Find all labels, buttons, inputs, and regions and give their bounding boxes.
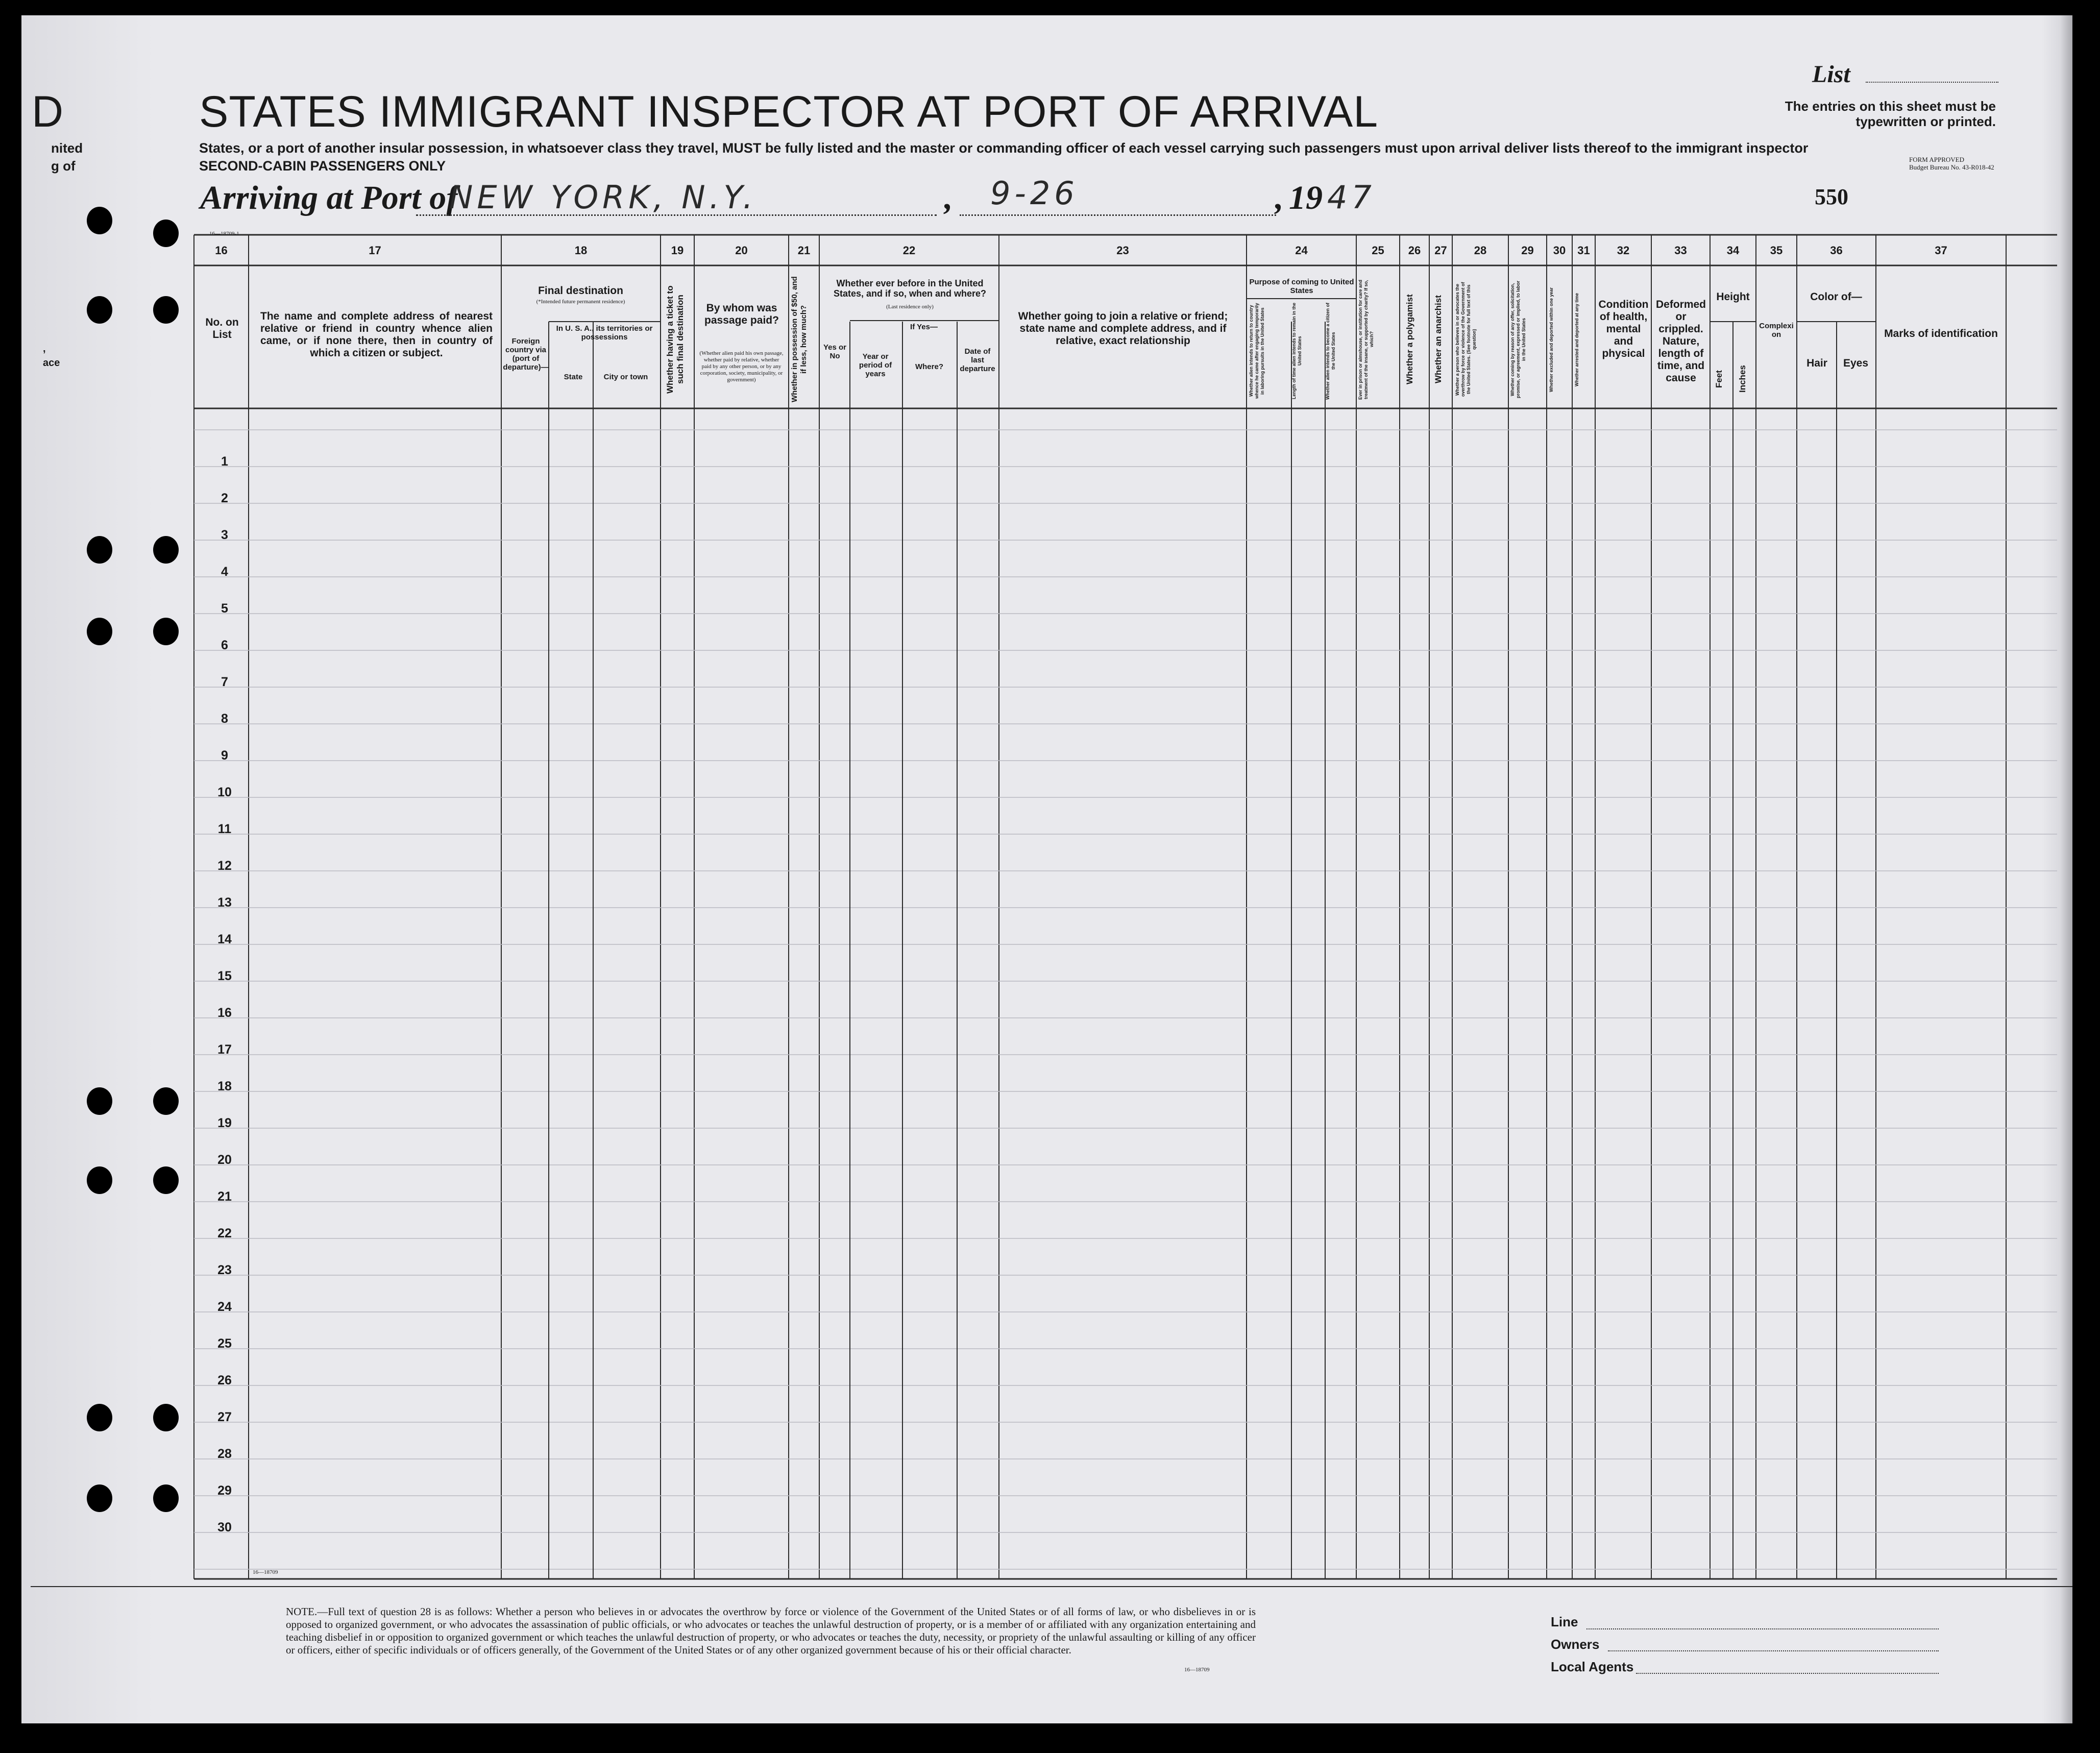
header-ever-before-note: (Last residence only) (886, 304, 934, 310)
left-fragment-1: nited (51, 140, 83, 156)
header-eyes: Eyes (1843, 357, 1869, 369)
left-fragment-letter: D (32, 87, 64, 136)
colnum-16: 16 (215, 244, 228, 257)
row-number: 28 (217, 1447, 232, 1461)
local-agents-label: Local Agents (1551, 1659, 1634, 1674)
punch-hole (153, 1087, 179, 1115)
row-number: 6 (221, 638, 228, 652)
header-overthrow: Whether a person who believes in or advocates the overthrow by force or violence of the Government of the United States. (See footnote for full text of this question) (1455, 282, 1477, 397)
arriving-label: Arriving at Port of (200, 179, 458, 216)
header-intends-return: Whether alien intends to return to country whence he came after engaging temporarily in laboring pursuits in the United States (1249, 303, 1265, 399)
row-number: 21 (217, 1189, 232, 1204)
header-deformed: Deformed or crippled. Nature, length of time, and cause (1655, 299, 1706, 384)
year-printed: 19 (1289, 179, 1323, 216)
row-number: 29 (217, 1483, 232, 1498)
header-ticket: Whether having a ticket to such final destination (665, 285, 685, 394)
row-number: 5 (221, 601, 228, 616)
colnum-18: 18 (574, 244, 588, 257)
colnum-29: 29 (1521, 244, 1534, 257)
punch-hole (87, 1087, 112, 1115)
row-number: 16 (217, 1006, 232, 1020)
header-purpose: Purpose of coming to United States (1249, 278, 1354, 295)
bottom-form-code: 16—18709 (253, 1569, 278, 1575)
header-condition-health: Condition of health, mental and physical (1598, 299, 1649, 359)
punch-hole (153, 536, 179, 564)
form-approved-label: FORM APPROVED (1909, 156, 1965, 163)
header-ever-before-us: Whether ever before in the United States, and if so, when and where? (833, 278, 987, 299)
punch-hole (153, 220, 179, 247)
header-foreign-country: Foreign country via (port of departure)— (503, 337, 549, 372)
colnum-23: 23 (1116, 244, 1129, 257)
row-number: 30 (217, 1520, 232, 1535)
punch-hole (153, 1166, 179, 1194)
header-where: Where? (915, 362, 943, 371)
colnum-33: 33 (1674, 244, 1687, 257)
row-number: 20 (217, 1153, 232, 1167)
header-feet: Feet (1714, 370, 1724, 388)
row-number: 14 (217, 932, 232, 946)
row-number: 10 (217, 785, 232, 799)
header-city-or-town: City or town (603, 373, 648, 381)
row-number: 12 (217, 859, 232, 873)
row-number: 22 (217, 1226, 232, 1240)
colnum-20: 20 (735, 244, 748, 257)
header-if-yes: If Yes— (910, 323, 938, 331)
year-handwritten: 47 (1327, 179, 1376, 216)
colnum-17: 17 (369, 244, 381, 257)
header-complexion: Complexion (1759, 322, 1794, 339)
colnum-28: 28 (1474, 244, 1487, 257)
row-number: 17 (217, 1042, 232, 1057)
punch-hole (87, 1166, 112, 1194)
page-title: STATES IMMIGRANT INSPECTOR AT PORT OF ARRIVAL (199, 87, 1379, 136)
list-label: List (1812, 61, 1850, 88)
row-number: 19 (217, 1116, 232, 1130)
header-polygamist: Whether a polygamist (1405, 294, 1414, 385)
header-arrested: Whether arrested and deported at any time (1574, 293, 1579, 386)
row-number: 13 (217, 895, 232, 910)
line-field[interactable] (1586, 1628, 1939, 1629)
colnum-30: 30 (1553, 244, 1566, 257)
header-going-to-join: Whether going to join a relative or friend; state name and complete address, and if relative, exact relationship (1018, 310, 1228, 347)
colnum-34: 34 (1726, 244, 1740, 257)
budget-bureau-number: Budget Bureau No. 43-R018-42 (1909, 163, 1994, 171)
punch-hole (87, 618, 112, 645)
colnum-26: 26 (1408, 244, 1421, 257)
punch-hole (87, 1404, 112, 1431)
punch-hole (87, 1484, 112, 1512)
row-number: 11 (217, 822, 232, 836)
footnote-lead: NOTE. (286, 1605, 318, 1618)
header-anarchist: Whether an anarchist (1433, 295, 1443, 384)
header-final-destination-note: (*Intended future permanent residence) (536, 299, 625, 305)
entries-note: The entries on this sheet must be typewritten or printed. (1785, 99, 1996, 129)
colnum-27: 27 (1434, 244, 1447, 257)
header-length-of-time: Length of time alien intends to remain in the United States (1291, 303, 1302, 400)
footnote-code: 16—18709 (1184, 1667, 1210, 1673)
colnum-25: 25 (1372, 244, 1384, 257)
port-handwritten: NEW YORK, N.Y. (449, 179, 757, 216)
punch-hole (87, 207, 112, 234)
punch-hole (153, 618, 179, 645)
colnum-32: 32 (1617, 244, 1630, 257)
footnote-text: —Full text of question 28 is as follows: Whether a person who believes in or advocates the overthrow by force or violence of the Government of the United States or of all forms of law, or who disbelieves in or is opposed to organized government, or who advocates the assassination of public officials, or who advocates or teaches the unlawful destruction of property, or is a member of or affiliated with any organization entertaining and teaching disbelief in or opposition to organized government or which teaches the unlawful destruction of property, or who advocates or teaches the duty, necessity, or propriety of the unlawful assaulting or killing of any officer or officers, either of specific individuals or of officers generally, of the Government of the United States or of any other organized government because of his or their official character. (286, 1605, 1256, 1656)
row-number: 2 (221, 491, 228, 505)
header-fifty-dollars: Whether in possession of $50, and if less, how much? (790, 276, 808, 403)
header-passage-paid-note: (Whether alien paid his own passage, whether paid by relative, whether paid by any other person, or by any corporation, society, municipality, or government) (699, 350, 784, 383)
owners-label: Owners (1551, 1637, 1600, 1652)
header-offer-labor: Whether coming by reason of any offer, solicitation, promise, or agreement, expressed or implied, to labor in the United States (1510, 280, 1526, 399)
header-marks-identification: Marks of identification (1884, 328, 1998, 339)
header-yes-no: Yes or No (823, 343, 847, 360)
header-state: State (564, 373, 583, 381)
colnum-21: 21 (797, 244, 811, 257)
colnum-31: 31 (1577, 244, 1590, 257)
punch-hole (153, 296, 179, 324)
row-number: 4 (221, 565, 228, 579)
row-number: 9 (221, 748, 228, 763)
owners-field[interactable] (1608, 1650, 1939, 1651)
punch-hole (153, 1404, 179, 1431)
row-number: 3 (221, 528, 228, 542)
row-number: 27 (217, 1410, 232, 1424)
colnum-19: 19 (671, 244, 684, 257)
line-label: Line (1551, 1614, 1578, 1629)
header-color-of: Color of— (1810, 291, 1862, 303)
row-number: 25 (217, 1336, 232, 1351)
row-number: 7 (221, 675, 228, 689)
header-no-on-list: No. on List (205, 316, 239, 340)
row-number: 23 (217, 1263, 232, 1277)
header-nearest-relative: The name and complete address of nearest relative or friend in country whence alien came, or if none there, then in country of which a citizen or subject. (260, 310, 493, 359)
left-fragment-2: g of (51, 158, 76, 174)
row-number: 24 (217, 1300, 232, 1314)
manifest-sheet: D nited g of , ace STATES IMMIGRANT INSPECTOR AT PORT OF ARRIVAL States, or a port of another insular possession, in whatsoever class they travel, MUST be fully listed and the master or commanding officer of each vessel carrying such passengers must upon arrival deliver lists thereof to the immigrant inspector SECOND-CABIN PASSENGERS ONLY Arriving at Port of NEW YORK, N.Y. , 9-26 , 19 47 List The entries on this sheet must be typewritten or printed. FORM APPROVED Budget Bureau No. 43-R018-42 550 16—18709-1 16 17 18 19 20 21 22 23 24 25 26 27 28 29 30 31 32 33 34 35 36 37 No. on List The name and complete address of nearest relative or friend in country whence alien came, or if none there, then in country of which a citizen or subject. Final destination (*Intended future permanent residence) Foreign country via (port of departure)— In U. S. A., its territories or possessions State City or town Whether having a ticket to such final destination By whom was passage paid? (Whether alien paid his own passage, whether paid by relative, whether paid by any other person, or by any corporation, society, municipality, or government) Whether in possession of $50, and if less, how much? Whether ever before in the United States, and if so, when and where? (Last residence only) Yes or No If Yes— Year or period of years Where? Date of last departure Whether going to join a relative or friend; state name and complete address, and if relative, exact relationship Purpose of coming to United States Whether alien intends to return to country whence he came after engaging temporarily in laboring pursuits in the United States Length of time alien intends to remain in the United States Whether alien intends to become a citizen of the United States Ever in prison or almshouse, or institution for care and treatment of the insane, or supported by charity? If so, which? Whether a polygamist Whether an anarchist Whether a person who believes in or advocates the overthrow by force or violence of the Government of the United States. (See footnote for full text of this question) Whether coming by reason of any offer, solicitation, promise, or agreement, expressed or implied, to labor in the United States Whether excluded and deported within one year Whether arrested and deported at any time Condition of health, mental and physical Deformed or crippled. Nature, length of time, and cause Height Feet Inches Complexion Color of— Hair Eyes Marks of identification 1 2 3 4 5 6 7 8 9 10 11 12 13 14 15 16 17 18 19 20 21 22 23 24 25 26 27 28 29 30 16—18709 NOTE.—Full text of question 28 is as follows: Whether a person who believes in or advocates the overthrow by force or violence of the Government of the United States or of all forms of law, or who disbelieves in or is opposed to organized government, or who advocates the assassination of public officials, or who advocates or teaches the unlawful destruction of property, or is a member of or affiliated with any organization entertaining and teaching disbelief in or opposition to organized government or which teaches the unlawful destruction of property, or who advocates or teaches the duty, necessity, or propriety of the unlawful assaulting or killing of any officer or officers, either of specific individuals or of officers generally, of the Government of the United States or of any other organized government because of his or their official character. 16—18709 Line Owners Local Agents (0, 0, 2100, 1753)
colnum-36: 36 (1830, 244, 1843, 257)
row-number: 8 (221, 712, 228, 726)
header-excluded: Whether excluded and deported within one year (1549, 287, 1554, 392)
row-number: 1 (221, 454, 228, 469)
header-passage-paid: By whom was passage paid? (704, 302, 779, 326)
row-number: 18 (217, 1079, 232, 1093)
colnum-22: 22 (902, 244, 916, 257)
sheet-number: 550 (1815, 184, 1848, 209)
row-number: 26 (217, 1373, 232, 1387)
header-date-last-departure: Date of last departure (960, 347, 995, 373)
header-hair: Hair (1806, 357, 1827, 369)
subtitle-instructions: States, or a port of another insular possession, in whatsoever class they travel, MUST be fully listed and the master or commanding officer of each vessel carrying such passengers must upon arrival deliver lists thereof to the immigrant inspector (199, 140, 1809, 156)
colnum-24: 24 (1295, 244, 1308, 257)
colnum-37: 37 (1935, 244, 1947, 257)
header-inches: Inches (1738, 365, 1747, 393)
row-number: 15 (217, 969, 232, 983)
punch-hole (153, 1484, 179, 1512)
header-prison: Ever in prison or almshouse, or institution for care and treatment of the insane, or supported by charity? If so, which? (1358, 279, 1374, 400)
left-fragment-3: , (43, 343, 46, 354)
colnum-35: 35 (1770, 244, 1783, 257)
header-height: Height (1716, 291, 1750, 303)
footnote (286, 1605, 1256, 1657)
form-code: 16—18709-1 (209, 231, 239, 237)
header-final-destination: Final destination (538, 285, 623, 297)
punch-hole (87, 296, 112, 324)
header-in-usa: In U. S. A., its territories or possessions (556, 324, 653, 342)
punch-hole (87, 536, 112, 564)
subtitle-class: SECOND-CABIN PASSENGERS ONLY (199, 158, 446, 174)
header-intends-citizen: Whether alien intends to become a citizen of the United States (1325, 302, 1336, 400)
header-year-period: Year or period of years (859, 352, 892, 378)
left-fragment-4: ace (43, 357, 60, 369)
date-handwritten: 9-26 (990, 175, 1079, 212)
local-agents-field[interactable] (1636, 1673, 1939, 1674)
